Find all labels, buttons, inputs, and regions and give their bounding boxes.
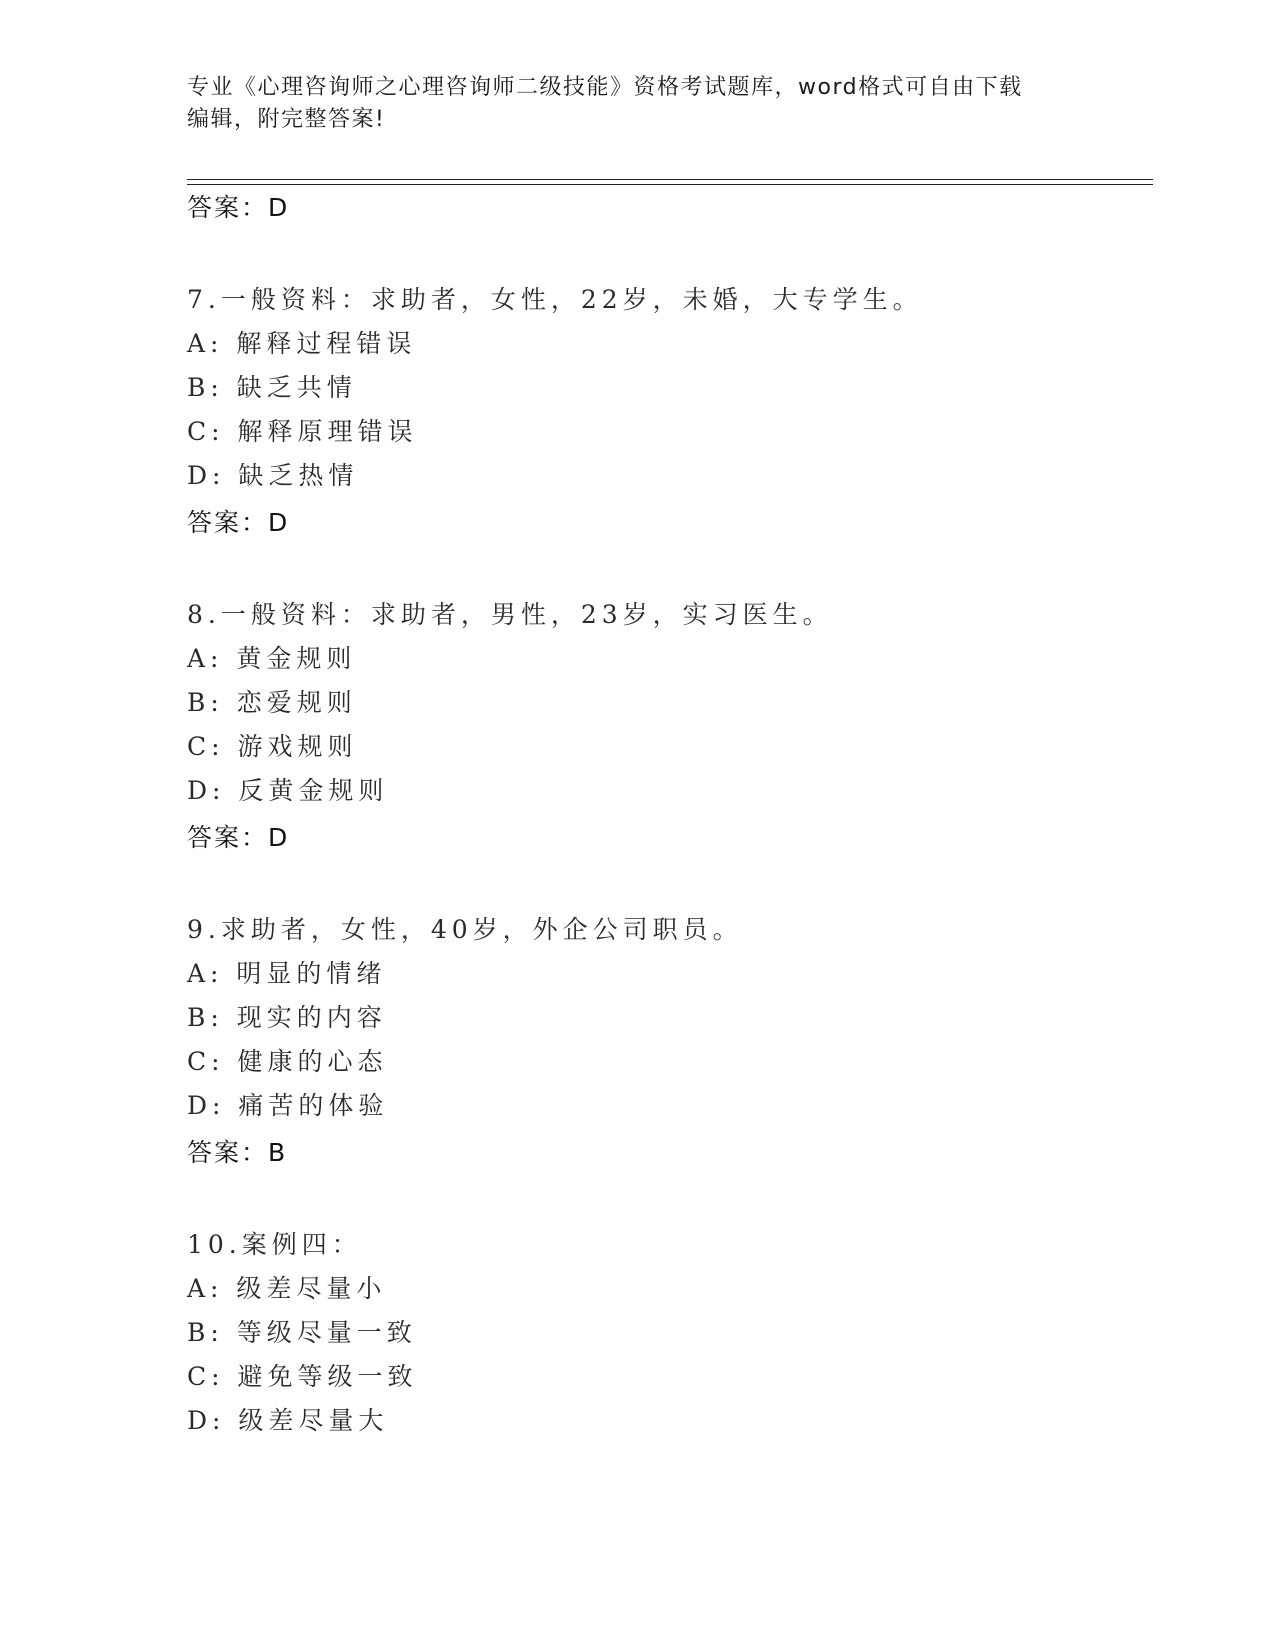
option-a: A: 黄金规则 [187,644,357,673]
option-c: C: 避免等级一致 [187,1362,418,1391]
option-a: A: 解释过程错误 [187,329,417,358]
option-a: A: 明显的情绪 [187,959,387,988]
option-c: C: 解释原理错误 [187,417,418,446]
option-b: B: 等级尽量一致 [187,1318,417,1347]
answer-line: 答案：D [187,193,290,222]
question-stem: 10.案例四： [187,1230,362,1259]
header-divider-bottom [187,184,1153,185]
answer-line: 答案：D [187,823,290,852]
option-c: C: 健康的心态 [187,1047,388,1076]
answer-line: 答案：D [187,508,290,537]
option-b: B: 现实的内容 [187,1003,387,1032]
document-header [187,72,1067,136]
header-line-1: 专业《心理咨询师之心理咨询师二级技能》资格考试题库，word格式可自由下载 [187,75,1023,100]
question-stem: 7.一般资料：求助者，女性，22岁，未婚，大专学生。 [187,285,923,314]
question-stem: 8.一般资料：求助者，男性，23岁，实习医生。 [187,600,833,629]
option-d: D: 缺乏热情 [187,461,359,490]
option-b: B: 缺乏共情 [187,373,357,402]
option-c: C: 游戏规则 [187,732,358,761]
question-stem: 9.求助者，女性，40岁，外企公司职员。 [187,915,743,944]
header-divider-top [187,179,1153,180]
option-d: D: 级差尽量大 [187,1406,389,1435]
option-d: D: 痛苦的体验 [187,1091,389,1120]
option-a: A: 级差尽量小 [187,1274,387,1303]
header-line-2: 编辑，附完整答案! [187,107,386,132]
option-d: D: 反黄金规则 [187,776,389,805]
option-b: B: 恋爱规则 [187,688,357,717]
answer-line: 答案：B [187,1138,288,1167]
